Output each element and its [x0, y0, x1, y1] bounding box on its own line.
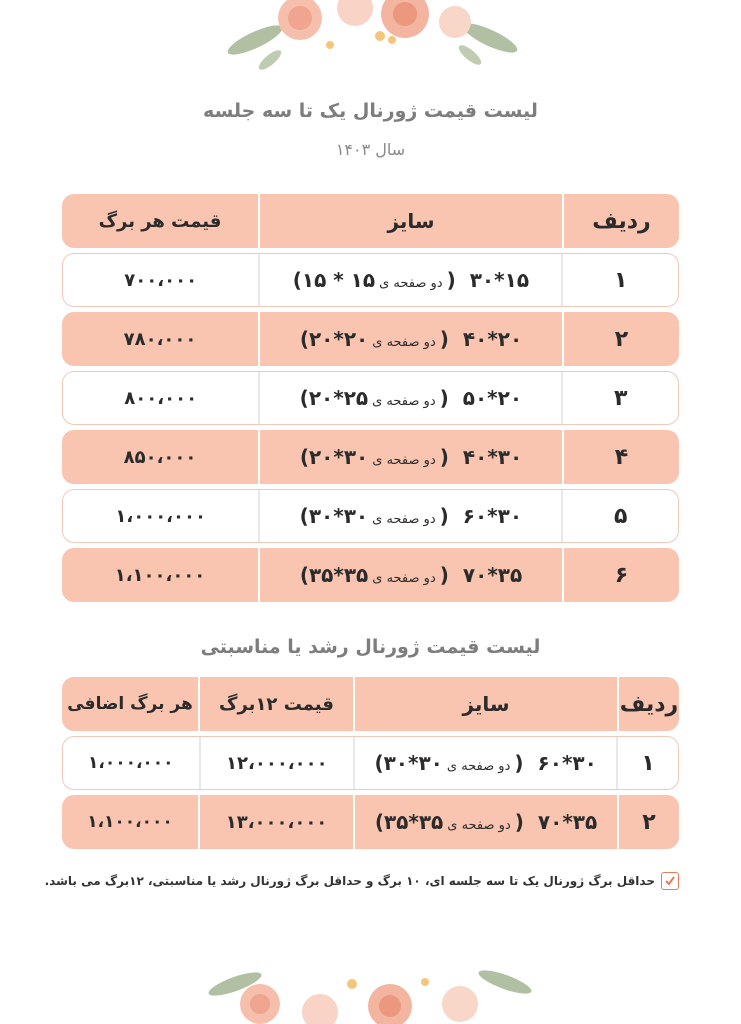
paren-open: ( [514, 810, 524, 834]
spread-value: ۳۰*۳۰ [383, 751, 443, 775]
paren-close: ) [299, 327, 309, 351]
size-value: ۳۰*۴۰ [462, 445, 523, 469]
spread-value: ۲۰*۲۰ [308, 327, 369, 351]
spread-value: ۲۵*۲۰ [308, 386, 369, 410]
table2-title: لیست قیمت ژورنال رشد یا مناسبتی [200, 636, 541, 658]
size-cell [258, 548, 562, 602]
floral-decoration-bottom-icon [0, 954, 741, 1024]
size-value: ۲۰*۵۰ [462, 386, 523, 410]
header-index: ردیف [562, 194, 679, 248]
size-group [300, 504, 522, 528]
header-size: سایز [353, 677, 617, 731]
price-per-page: ۸۰۰،۰۰۰ [124, 387, 198, 409]
spread-value: ۳۰*۲۰ [308, 445, 369, 469]
paren-open: ( [439, 386, 449, 410]
header-size: سایز [258, 194, 562, 248]
spread-value: ۱۵ * ۱۵ [301, 268, 376, 292]
size-group [300, 327, 522, 351]
extra-page-price: ۱،۰۰۰،۰۰۰ [88, 753, 174, 773]
table-row [62, 430, 679, 484]
spread-group [374, 751, 523, 775]
note-text: حداقل برگ ژورنال یک تا سه جلسه ای، ۱۰ برگ و حداقل برگ ژورنال رشد یا مناسبتی، ۱۲برگ می باشد. [44, 874, 655, 888]
size-value: ۳۵*۷۰ [537, 810, 598, 834]
size-group [293, 268, 529, 292]
spread-prefix: دو صفحه ی [446, 759, 511, 774]
size-group [300, 563, 522, 587]
spread-group [300, 504, 449, 528]
price-per-page: ۱،۱۰۰،۰۰۰ [114, 564, 206, 586]
size-cell [258, 372, 561, 424]
row-index: ۱ [561, 254, 678, 306]
table-row [62, 736, 679, 790]
size-cell [353, 737, 616, 789]
row-index: ۳ [561, 372, 678, 424]
size-cell [258, 490, 561, 542]
paren-open: ( [439, 327, 449, 351]
minimum-pages-note [39, 872, 679, 890]
floral-decoration-top-icon [0, 0, 741, 80]
price-per-page: ۸۵۰،۰۰۰ [123, 446, 197, 468]
spread-prefix: دو صفحه ی [372, 394, 436, 409]
spread-group [300, 327, 449, 351]
table-row [62, 253, 679, 307]
size-group [374, 751, 596, 775]
size-cell [353, 795, 617, 849]
row-index: ۲ [562, 312, 679, 366]
paren-open: ( [439, 563, 449, 587]
table-row [62, 312, 679, 366]
size-group [300, 386, 522, 410]
header-index: ردیف [617, 677, 679, 731]
spread-group [300, 563, 449, 587]
header-price: قیمت هر برگ [98, 210, 222, 232]
paren-close: ) [299, 445, 309, 469]
spread-prefix: دو صفحه ی [447, 818, 511, 833]
size-cell [258, 430, 562, 484]
price-per-page: ۱،۰۰۰،۰۰۰ [115, 505, 206, 527]
price-12-pages: ۱۳،۰۰۰،۰۰۰ [198, 795, 353, 849]
spread-value: ۳۰*۳۰ [308, 504, 369, 528]
table-header-row [62, 194, 679, 248]
size-value: ۱۵*۳۰ [469, 268, 530, 292]
price-per-page: ۷۸۰،۰۰۰ [123, 328, 197, 350]
size-group [375, 810, 597, 834]
spread-prefix: دو صفحه ی [372, 453, 436, 468]
spread-group [375, 810, 524, 834]
table-row [62, 548, 679, 602]
spread-value: ۳۵*۳۵ [383, 810, 444, 834]
price-per-page: ۷۰۰،۰۰۰ [124, 269, 198, 291]
row-index: ۱ [616, 737, 678, 789]
extra-page-price: ۱،۱۰۰،۰۰۰ [87, 812, 173, 832]
price-12-pages: ۱۲،۰۰۰،۰۰۰ [199, 737, 354, 789]
row-index: ۵ [561, 490, 678, 542]
paren-close: ) [299, 504, 309, 528]
price-table-sessions [62, 194, 679, 607]
paren-close: ) [299, 563, 309, 587]
size-value: ۲۰*۴۰ [462, 327, 523, 351]
row-index: ۲ [617, 795, 679, 849]
table-header-row [62, 677, 679, 731]
spread-value: ۳۵*۳۵ [308, 563, 369, 587]
spread-prefix: دو صفحه ی [372, 335, 436, 350]
spread-prefix: دو صفحه ی [372, 512, 436, 527]
spread-group [293, 268, 456, 292]
header-extra-page: هر برگ اضافی [67, 694, 193, 714]
row-index: ۴ [562, 430, 679, 484]
size-value: ۳۵*۷۰ [462, 563, 523, 587]
year-label: سال ۱۴۰۳ [335, 140, 406, 159]
size-group [300, 445, 522, 469]
paren-close: ) [374, 810, 384, 834]
paren-open: ( [439, 504, 449, 528]
row-index: ۶ [562, 548, 679, 602]
paren-open: ( [439, 445, 449, 469]
table-row [62, 489, 679, 543]
table-row [62, 371, 679, 425]
size-value: ۳۰*۶۰ [462, 504, 523, 528]
size-value: ۳۰*۶۰ [537, 751, 597, 775]
size-cell [258, 312, 562, 366]
size-cell [258, 254, 561, 306]
table-row [62, 795, 679, 849]
price-table-growth [62, 677, 679, 854]
spread-group [300, 386, 449, 410]
paren-open: ( [446, 268, 456, 292]
paren-close: ) [299, 386, 309, 410]
paren-open: ( [514, 751, 524, 775]
spread-prefix: دو صفحه ی [379, 276, 443, 291]
checkbox-check-icon [661, 872, 679, 890]
spread-group [300, 445, 449, 469]
paren-close: ) [292, 268, 302, 292]
spread-prefix: دو صفحه ی [372, 571, 436, 586]
table1-title: لیست قیمت ژورنال یک تا سه جلسه [203, 100, 538, 122]
header-price-12: قیمت ۱۲برگ [198, 677, 353, 731]
paren-close: ) [374, 751, 384, 775]
